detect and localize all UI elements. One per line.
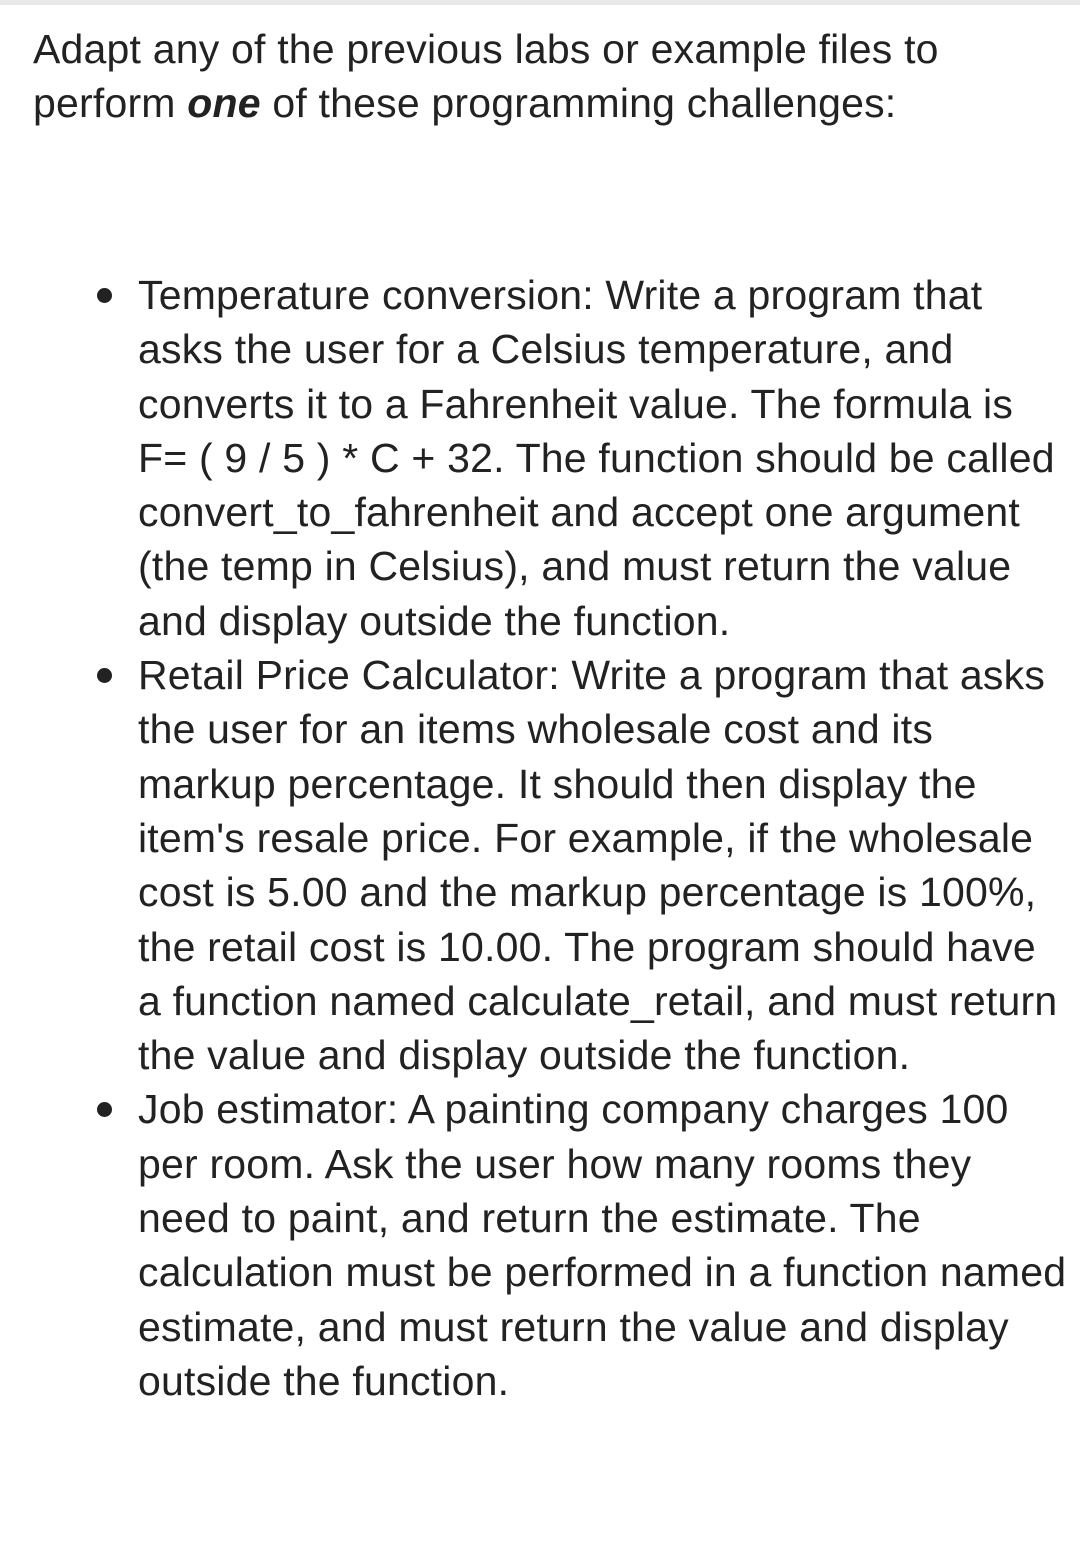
- challenge-item-temperature-conversion: [138, 268, 1068, 648]
- instructions-intro: [33, 22, 1063, 130]
- challenge-text: Retail Price Calculator: Write a program that asks the user for an items wholesale cost and its markup percentage. It should then display the item's resale price. For example, if the wholesale cost is 5.00 and the markup percentage is 100%, the retail cost is 10.00. The program should have a function named calculate_retail, and must return the value and display outside the function.: [138, 652, 1058, 1079]
- challenge-item-job-estimator: [138, 1082, 1068, 1408]
- challenge-text: Job estimator: A painting company charges 100 per room. Ask the user how many rooms they need to paint, and return the estimate. The calculation must be performed in a function named estimate, and must return the value and display outside the function.: [138, 1086, 1067, 1404]
- top-divider: [0, 0, 1080, 5]
- bullet-icon: [97, 1102, 112, 1117]
- bullet-icon: [97, 288, 112, 303]
- bullet-icon: [97, 668, 112, 683]
- challenge-text: Temperature conversion: Write a program that asks the user for a Celsius temperature, and converts it to a Fahrenheit value. The formula is F= ( 9 / 5 ) * C + 32. The function should be called convert_to_fahrenheit and accept one argument (the temp in Celsius), and must return the value and display outside the function.: [138, 272, 1055, 644]
- intro-text-end: of these programming challenges:: [260, 80, 897, 126]
- challenge-item-retail-price-calculator: [138, 648, 1068, 1082]
- challenge-list: [138, 268, 1068, 1408]
- intro-text-start: Adapt any of the previous labs or example files to perform: [33, 26, 939, 126]
- intro-emphasis: one: [187, 80, 261, 126]
